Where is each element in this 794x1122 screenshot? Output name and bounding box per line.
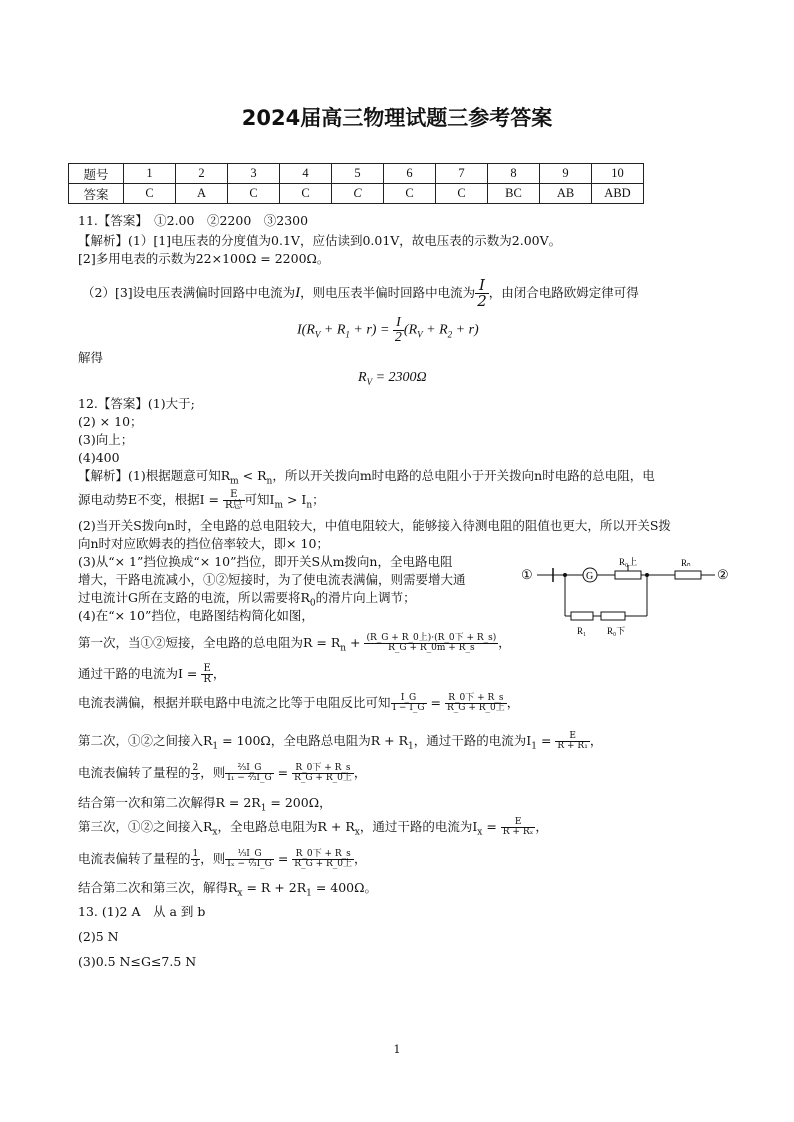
q12-analysis-11: 电流表满偏，根据并联电路中电流之比等于电阻反比可知 $\frac{I\_G}{I - I\_G}$ = $\frac{\text{R\_0下 + R\_s}}{\text{R\_G + R\_0上}}$ ，: [78, 693, 520, 713]
galvanometer-label: G: [586, 571, 594, 582]
q12-analysis-10: 通过干路的电流为I = $\frac{E}{R}$ ，: [78, 663, 226, 685]
resistor-rn: [675, 571, 701, 579]
question-number-cell: 9: [540, 164, 592, 184]
question-number-cell: 5: [332, 164, 384, 184]
q11-solve-label: 解得: [78, 350, 104, 365]
q12-analysis-13: 电流表偏转了量程的 $\frac{2}{3}$ ，则 $\frac{\text{⅔I\_G}}{\text{I₁ − ⅔I\_G}}$ = $\frac{\text{R\_0下 + R\_s}}{\text{R\_G + R\_0上}}$ ，: [78, 763, 367, 783]
q13-answer-1: 13. (1)2 A 从 a 到 b: [78, 904, 206, 919]
answer-cell: C: [124, 184, 176, 204]
answer-cell: C: [280, 184, 332, 204]
circuit-diagram: [515, 552, 745, 647]
question-number-cell: 3: [228, 164, 280, 184]
question-number-cell: 8: [488, 164, 540, 184]
answer-cell: ABD: [592, 184, 644, 204]
q12-answer-2: (2) × 10；: [78, 414, 143, 429]
q12-analysis-6: 增大，干路电流减小，①②短接时，为了使电流表满偏，则需要增大通: [78, 572, 466, 587]
page-title: 2024届高三物理试题三参考答案: [241, 106, 553, 130]
answer-cell: A: [176, 184, 228, 204]
q11-analysis-2: [2]多用电表的示数为22×100Ω = 2200Ω。: [78, 251, 330, 266]
answer-cell: BC: [488, 184, 540, 204]
q12-analysis-16: 电流表偏转了量程的 $\frac{1}{3}$ ，则 $\frac{\text{⅓I\_G}}{\text{Iₓ − ⅓I\_G}}$ = $\frac{\text{R\_0下 + R\_s}}{\text{R\_G + R\_0上}}$ ，: [78, 849, 367, 869]
q12-analysis-1: 【解析】(1)根据题意可知$R_m < R_n$，所以开关拨向m时电路的总电阻小于开关拨向n时电路的总电阻，电: [78, 468, 655, 487]
table-row: [69, 184, 644, 204]
question-number-cell: 4: [280, 164, 332, 184]
q12-answer-3: (3)向上；: [78, 432, 134, 447]
table-row: [69, 164, 644, 184]
resistor-r0-bottom: [601, 612, 625, 620]
q11-analysis-1: 【解析】(1）[1]电压表的分度值为0.1V，应估读到0.01V，故电压表的示数为2.00V。: [78, 233, 562, 248]
terminal-1: ①: [521, 567, 533, 582]
table-header-label: 答案: [69, 184, 124, 204]
q12-analysis-2: 源电动势E不变，根据I = $\frac{E}{\text{R总}}$ 可知$I_m > I_n$；: [78, 489, 325, 511]
question-number-cell: 1: [124, 164, 176, 184]
terminal-2: ②: [717, 567, 729, 582]
resistor-r0-top: [615, 571, 641, 579]
q12-answer: 12.【答案】(1)大于;: [78, 396, 195, 411]
q12-analysis-14: 结合第一次和第二次解得$R = 2R_1 = 200\Omega$，: [78, 795, 332, 814]
q12-answer-4: (4)400: [78, 450, 120, 465]
q11-answer: 11.【答案】 ①2.00 ②2200 ③2300: [78, 213, 309, 228]
q11-result: $R_V = 2300\Omega$: [358, 370, 427, 387]
question-number-cell: 6: [384, 164, 436, 184]
question-number-cell: 7: [436, 164, 488, 184]
resistor-r1: [571, 612, 593, 620]
answer-cell: C: [228, 184, 280, 204]
q12-analysis-3: (2)当开关S拨向n时，全电路的总电阻较大，中值电阻较大，能够接入待测电阻的阻值也更大，所以开关S拨: [78, 518, 671, 533]
rn-label: Rₙ: [681, 558, 691, 568]
r0-top-label: R₀上: [619, 557, 638, 567]
page-number: 1: [393, 1043, 401, 1056]
q12-analysis-15: 第三次，①②之间接入$R_x$，全电路总电阻为$R + R_x$，通过干路的电流为$I_x$ = $\frac{E}{\text{R + Rₓ}}$ ，: [78, 817, 548, 838]
r0-bottom-label: R₀下: [607, 626, 626, 636]
q11-part2: （2）[3]设电压表满偏时回路中电流为I，则电压表半偏时回路中电流为 $\frac{I}{2}$ ，由闭合电路欧姆定律可得: [82, 276, 639, 310]
q13-answer-3: (3)0.5 N≤G≤7.5 N: [78, 954, 197, 969]
q12-analysis-5: (3)从“× 1”挡位换成“× 10”挡位，即开关S从m拨向n，全电路电阻: [78, 554, 453, 569]
q12-analysis-9: 第一次，当①②短接，全电路的总电阻为$R = R_n$ + $\frac{\text{(R\_G + R\_0上)·(R\_0下 + R\_s)}}{R\_G + R\_0m + R\_s}$ ，: [78, 633, 511, 654]
table-header-label: 题号: [69, 164, 124, 184]
q11-equation: $I(R_V + R_1 + r)$ = $\frac{I}{2}$ $(R_V + R_2 + r)$: [297, 315, 479, 345]
question-number-cell: 10: [592, 164, 644, 184]
answer-table: [68, 163, 644, 204]
q12-analysis-4: 向n时对应欧姆表的挡位倍率较大，即× 10；: [78, 536, 329, 551]
q12-analysis-8: (4)在“× 10”挡位，电路图结构简化如图，: [78, 608, 314, 623]
answer-cell: C: [332, 184, 384, 204]
question-number-cell: 2: [176, 164, 228, 184]
q12-analysis-7: 过电流计G所在支路的电流，所以需要将$R_0$的滑片向上调节；: [78, 590, 416, 609]
answer-cell: C: [384, 184, 436, 204]
r1-label: R₁: [577, 626, 587, 636]
q13-answer-2: (2)5 N: [78, 929, 119, 944]
q12-analysis-12: 第二次，①②之间接入$R_1 = 100\Omega$，全电路总电阻为$R + R_1$，通过干路的电流为$I_1$ = $\frac{E}{\text{R + R₁}}$ ，: [78, 731, 603, 752]
answer-cell: C: [436, 184, 488, 204]
q12-analysis-17: 结合第二次和第三次，解得$R_x = R + 2R_1 = 400\Omega$。: [78, 880, 378, 899]
answer-cell: AB: [540, 184, 592, 204]
